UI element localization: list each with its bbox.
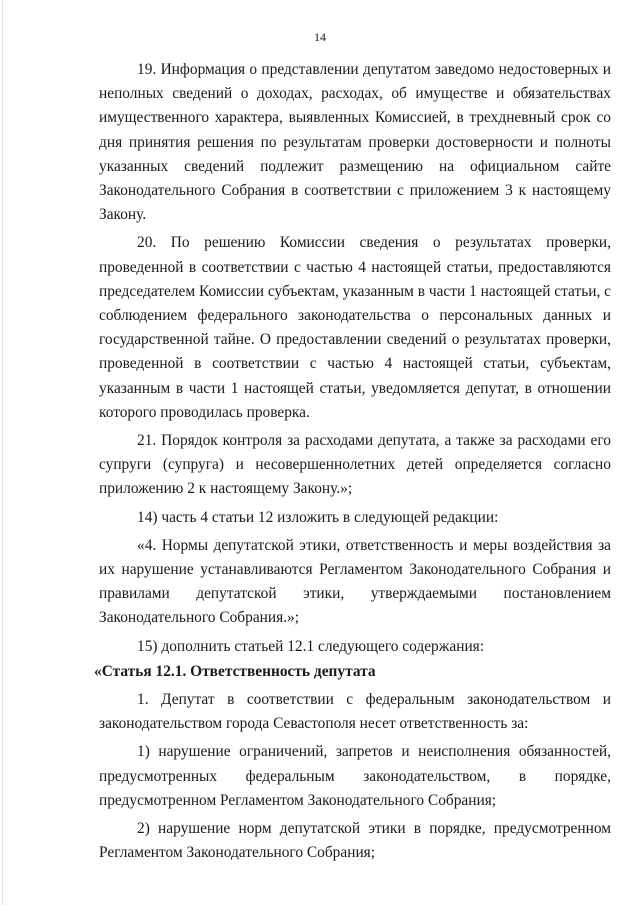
article-part-1: 1. Депутат в соответствии с федеральным законодательством и законодательством города Севастополя несет ответственность за: <box>99 691 611 733</box>
scan-edge <box>2 0 3 905</box>
amendment-14: 14) часть 4 статьи 12 изложить в следующей редакции: <box>137 508 499 526</box>
page-number: 14 <box>314 30 326 44</box>
amendment-14-text: «4. Нормы депутатской этики, ответственность и меры воздействия за их нарушение устанавливаются Регламентом Законодательного Собрания и правилами депутатской этики, утверждаемыми постановлением Законодательного Собрания.»; <box>99 536 611 627</box>
article-heading: «Статья 12.1. Ответственность депутата <box>94 662 376 680</box>
paragraph-19: 19. Информация о представлении депутатом заведомо недостоверных и неполных сведений о доходах, расходах, об имуществе и обязательствах имущественного характера, выявленных Комиссией, в трехдневный срок со дня принятия решения по результатам проверки достоверности и полноты указанных сведений подлежит размещению на официальном сайте Законодательного Собрания в соответствии с приложением 3 к настоящему Закону. <box>99 61 611 224</box>
document-body <box>94 58 611 866</box>
article-item-1: 1) нарушение ограничений, запретов и неисполнения обязанностей, предусмотренных федеральным законодательством, в порядке, предусмотренном Регламентом Законодательного Собрания; <box>99 743 611 809</box>
paragraph-20: 20. По решению Комиссии сведения о результатах проверки, проведенной в соответствии с частью 4 настоящей статьи, предоставляются председателем Комиссии субъектам, указанным в части 1 настоящей статьи, с соблюдением федерального законодательства о персональных данных и государственной тайне. О предоставлении сведений о результатах проверки, проведенной в соответствии с частью 4 настоящей статьи, субъектам, указанным в части 1 настоящей статьи, уведомляется депутат, в отношении которого проводилась проверка. <box>99 234 611 421</box>
amendment-15: 15) дополнить статьей 12.1 следующего содержания: <box>137 637 485 655</box>
paragraph-21: 21. Порядок контроля за расходами депутата, а также за расходами его супруги (супруга) и несовершеннолетних детей определяется согласно приложению 2 к настоящему Закону.»; <box>99 432 611 498</box>
article-item-2: 2) нарушение норм депутатской этики в порядке, предусмотренном Регламентом Законодательного Собрания; <box>99 820 611 862</box>
